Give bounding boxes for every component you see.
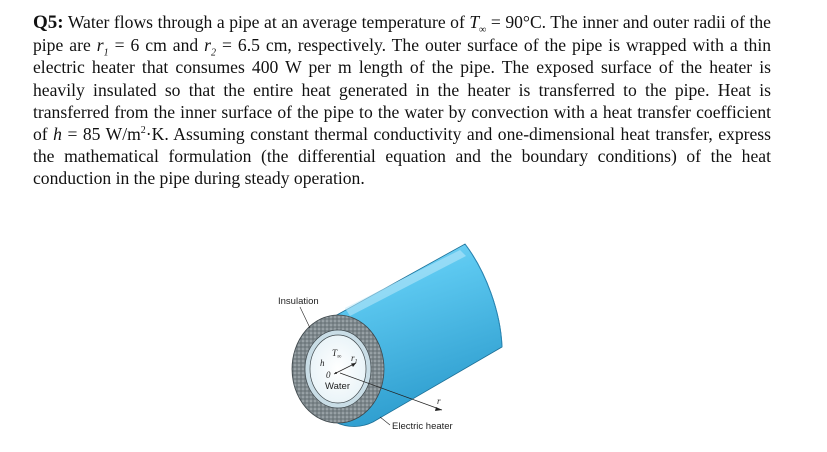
r-label: r <box>437 396 441 406</box>
heater-leader <box>380 417 390 425</box>
statement-text-6: ·K. Assuming constant thermal conductivity and one-dimensional heat transfer, express the mathematical formulation (the differential equation and the boundary conditions) of the heat conduction in the pipe during steady operation. <box>33 124 771 189</box>
unit-exponent: 2 <box>140 125 146 137</box>
symbol-r1 <box>96 35 109 59</box>
symbol-r1-letter: r <box>96 35 104 56</box>
symbol-r2-subscript: 2 <box>211 47 217 59</box>
symbol-r1-subscript: 1 <box>103 47 109 59</box>
question-label: Q5: <box>33 12 64 33</box>
statement-text-2: = 90°C. The inner and outer radii of the pipe are <box>33 12 771 56</box>
symbol-t-subscript: ∞ <box>479 24 487 36</box>
r-arrowhead <box>435 407 442 411</box>
water-label: Water <box>325 381 350 392</box>
statement-text-4: = 6.5 cm, respectively. The outer surface of the pipe is wrapped with a thin electric heater that consumes 400 W per m length of the pipe. The exposed surface of the heater is heavily insulated so that the entire heat generated in the heater is transferred to the pipe. Heat is transferred from the inner surface of the pipe to the water by convection with a heat transfer coefficient of <box>33 35 772 145</box>
symbol-r2 <box>204 35 217 59</box>
h-label: h <box>320 358 325 368</box>
origin-dot <box>335 372 337 374</box>
insulation-label: Insulation <box>278 296 319 307</box>
symbol-r2-letter: r <box>204 35 212 56</box>
water-region <box>310 335 366 403</box>
r1-label: $r_1$ <box>351 353 358 365</box>
insulation-leader <box>300 307 310 328</box>
heater-label: Electric heater <box>392 421 453 432</box>
symbol-t-letter: T <box>469 12 480 32</box>
symbol-t-infinity <box>469 12 487 36</box>
statement-text-1: Water flows through a pipe at an average temperature of <box>63 12 470 32</box>
symbol-h: h <box>53 124 62 145</box>
pipe-diagram <box>270 232 530 442</box>
problem-statement <box>33 11 771 190</box>
origin-label: 0 <box>326 370 331 380</box>
statement-text-5: = 85 W/m <box>61 124 141 145</box>
t-infinity-label: $T_\infty$ <box>332 348 342 360</box>
statement-text-3: = 6 cm and <box>108 35 205 56</box>
